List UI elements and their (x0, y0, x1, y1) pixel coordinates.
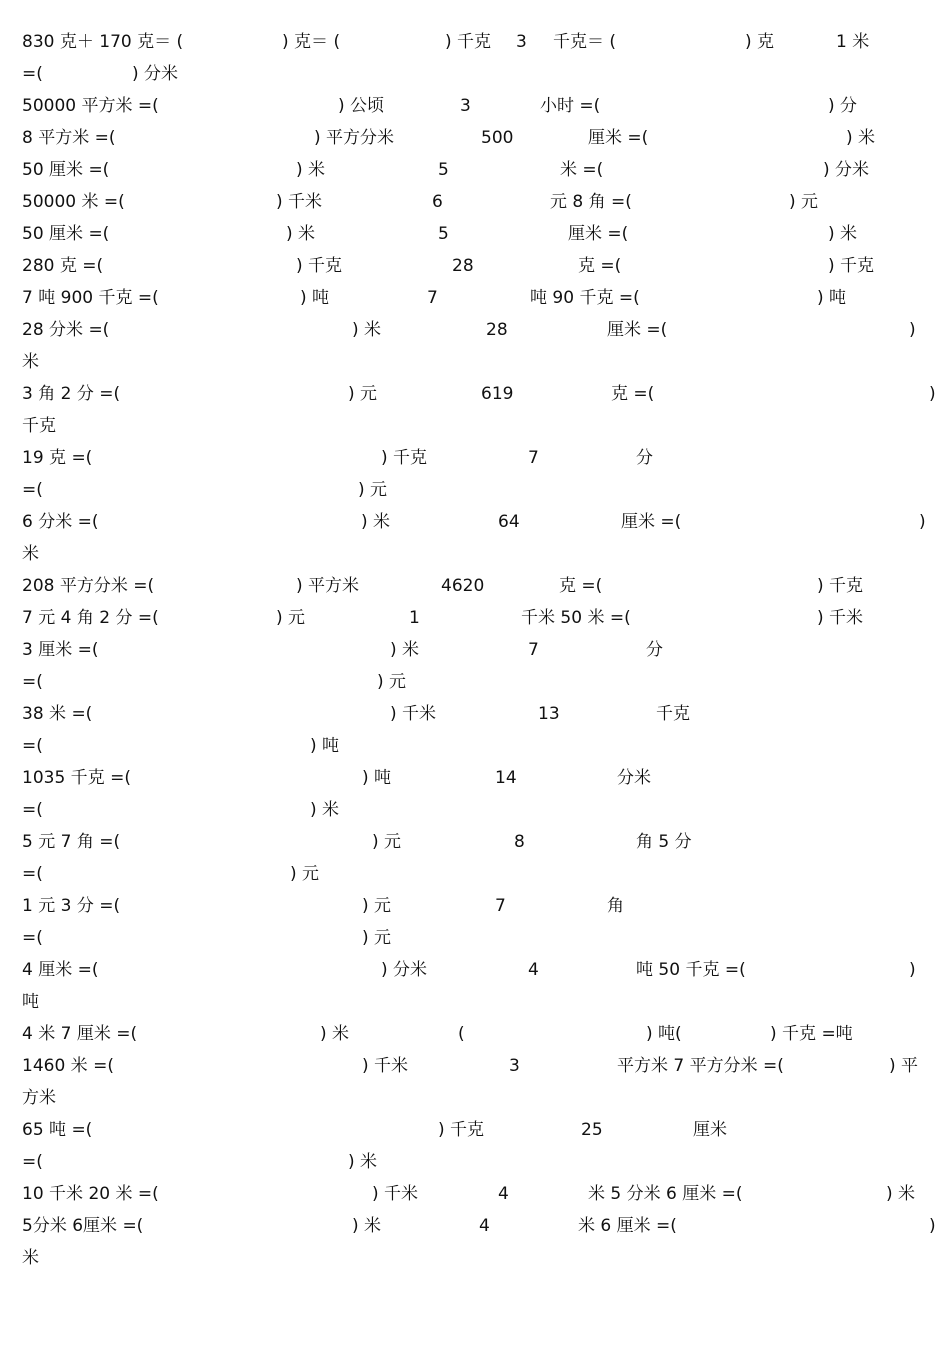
worksheet-text-segment: ) (929, 384, 936, 404)
worksheet-text-segment: ) 吨 (362, 768, 392, 788)
worksheet-text-segment: 米 6 厘米 =( (578, 1216, 677, 1236)
worksheet-text-segment: =( (22, 928, 43, 948)
worksheet-text-segment: 吨 (22, 992, 39, 1012)
worksheet-text-segment: 米 (22, 544, 39, 564)
worksheet-text-segment: =( (22, 800, 43, 820)
worksheet-text-segment: ) 元 (372, 832, 402, 852)
worksheet-text-segment: 5 (438, 160, 449, 180)
worksheet-text-segment: 千克＝ ( (553, 32, 617, 52)
worksheet-text-segment: ) 米 (296, 160, 326, 180)
worksheet-text-segment: 3 角 2 分 =( (22, 384, 121, 404)
worksheet-text-segment: ) 米 (310, 800, 340, 820)
worksheet-text-segment: ) 元 (377, 672, 407, 692)
worksheet-text-segment: ) 元 (358, 480, 388, 500)
worksheet-text-segment: 1460 米 =( (22, 1056, 114, 1076)
worksheet-text-segment: 14 (495, 768, 517, 788)
worksheet-text-segment: 8 平方米 =( (22, 128, 116, 148)
worksheet-text-segment: 千米 50 米 =( (521, 608, 631, 628)
worksheet-text-segment: ) 克＝ ( (282, 32, 341, 52)
worksheet-text-segment: 厘米 =( (621, 512, 682, 532)
worksheet-text-segment: ) 千米 (390, 704, 437, 724)
worksheet-text-segment: 4620 (441, 576, 485, 596)
worksheet-text-segment: ) 元 (789, 192, 819, 212)
worksheet-text-segment: 角 5 分 (636, 832, 692, 852)
worksheet-text-segment: 4 (479, 1216, 490, 1236)
worksheet-text-segment: 1 元 3 分 =( (22, 896, 121, 916)
worksheet-text-segment: 500 (481, 128, 514, 148)
worksheet-text-segment: 4 (528, 960, 539, 980)
worksheet-text-segment: 50000 平方米 =( (22, 96, 159, 116)
worksheet-text-segment: 3 厘米 =( (22, 640, 99, 660)
worksheet-text-segment: 28 分米 =( (22, 320, 110, 340)
worksheet-text-segment: ) 米 (390, 640, 420, 660)
worksheet-text-segment: 元 8 角 =( (550, 192, 632, 212)
worksheet-text-segment: ) 克 (745, 32, 775, 52)
worksheet-text-segment: ) 平 (889, 1056, 919, 1076)
worksheet-text-segment: ) 分米 (823, 160, 870, 180)
worksheet-text-segment: ) 千克 (817, 576, 864, 596)
worksheet-text-segment: 1035 千克 =( (22, 768, 131, 788)
worksheet-text-segment: 7 (495, 896, 506, 916)
worksheet-text-segment: ) 平方分米 (314, 128, 395, 148)
worksheet-text-segment: 3 (509, 1056, 520, 1076)
worksheet-text-segment: 28 (486, 320, 508, 340)
worksheet-text-segment: 619 (481, 384, 514, 404)
worksheet-text-segment: ) 分米 (381, 960, 428, 980)
worksheet-text-segment: 米 5 分米 6 厘米 =( (588, 1184, 743, 1204)
worksheet-text-segment: 6 (432, 192, 443, 212)
worksheet-text-segment: ) 千克 =吨 (770, 1024, 853, 1044)
worksheet-text-segment: ) (929, 1216, 936, 1236)
worksheet-text-segment: ) 米 (352, 1216, 382, 1236)
worksheet-text-segment: 米 (22, 352, 39, 372)
worksheet-text-segment: ) 平方米 (296, 576, 360, 596)
worksheet-text-segment: 3 (516, 32, 527, 52)
worksheet-text-segment: 米 (22, 1248, 39, 1268)
worksheet-text-segment: 7 吨 900 千克 =( (22, 288, 159, 308)
worksheet-text-segment: 280 克 =( (22, 256, 104, 276)
worksheet-text-segment: ) 吨 (300, 288, 330, 308)
worksheet-text-segment: ) 米 (352, 320, 382, 340)
worksheet-text-segment: ) 元 (362, 928, 392, 948)
worksheet-text-segment: =( (22, 864, 43, 884)
worksheet-text-segment: =( (22, 736, 43, 756)
worksheet-text-segment: 厘米 =( (607, 320, 668, 340)
worksheet-text-segment: ) 千米 (276, 192, 323, 212)
worksheet-text-segment: 25 (581, 1120, 603, 1140)
worksheet-text-segment: 10 千米 20 米 =( (22, 1184, 159, 1204)
worksheet-text-segment: 克 =( (559, 576, 603, 596)
worksheet-text-segment: ) 米 (846, 128, 876, 148)
worksheet-text-segment: ) 千米 (817, 608, 864, 628)
worksheet-text-segment: 千克 (22, 416, 56, 436)
worksheet-text-segment: 7 元 4 角 2 分 =( (22, 608, 159, 628)
worksheet-text-segment: ) 米 (828, 224, 858, 244)
worksheet-text-segment: 平方米 7 平方分米 =( (617, 1056, 784, 1076)
worksheet-text-segment: 6 分米 =( (22, 512, 99, 532)
worksheet-text-segment: ) 米 (361, 512, 391, 532)
worksheet-text-segment: 7 (528, 640, 539, 660)
worksheet-text-segment: ) 米 (348, 1152, 378, 1172)
worksheet-text-segment: 4 米 7 厘米 =( (22, 1024, 138, 1044)
worksheet-text-segment: ) (919, 512, 926, 532)
worksheet-text-segment: 3 (460, 96, 471, 116)
worksheet-text-segment: ) 千米 (372, 1184, 419, 1204)
worksheet-text-segment: ) 公顷 (338, 96, 385, 116)
worksheet-text-segment: ) (909, 960, 916, 980)
worksheet-text-segment: 19 克 =( (22, 448, 93, 468)
worksheet-text-segment: 50 厘米 =( (22, 160, 110, 180)
worksheet-text-segment: 4 厘米 =( (22, 960, 99, 980)
worksheet-text-segment: 分 (636, 448, 653, 468)
worksheet-text-segment: ) 米 (286, 224, 316, 244)
worksheet-text-segment: =( (22, 64, 43, 84)
worksheet-text-segment: 吨 90 千克 =( (530, 288, 640, 308)
worksheet-text-segment: 克 =( (611, 384, 655, 404)
worksheet-text-segment: 830 克＋ 170 克＝ ( (22, 32, 184, 52)
worksheet-text-segment: 千克 (656, 704, 690, 724)
worksheet-text-segment: ) 千克 (828, 256, 875, 276)
worksheet-text-segment: 7 (427, 288, 438, 308)
worksheet-text-segment: 65 吨 =( (22, 1120, 93, 1140)
worksheet-text-segment: 分米 (617, 768, 651, 788)
worksheet-text-segment: ) 米 (320, 1024, 350, 1044)
worksheet-text-segment: ) 米 (886, 1184, 916, 1204)
worksheet-text-segment: 5 (438, 224, 449, 244)
worksheet-text-segment: ) 千克 (438, 1120, 485, 1140)
worksheet-text-segment: ) 千克 (381, 448, 428, 468)
worksheet-text-segment: ) 千克 (296, 256, 343, 276)
worksheet-text-segment: ) 元 (362, 896, 392, 916)
worksheet-text-segment: 米 =( (560, 160, 604, 180)
worksheet-text-segment: 5 元 7 角 =( (22, 832, 121, 852)
worksheet-text-segment: 4 (498, 1184, 509, 1204)
worksheet-text-segment: ) 吨( (646, 1024, 682, 1044)
worksheet-text-segment: ( (458, 1024, 465, 1044)
worksheet-text-segment: 厘米 (693, 1120, 727, 1140)
worksheet-text-segment: ) 元 (290, 864, 320, 884)
worksheet-text-segment: ) 千米 (362, 1056, 409, 1076)
worksheet-text-segment: 5分米 6厘米 =( (22, 1216, 144, 1236)
worksheet-text-segment: 1 米 (836, 32, 870, 52)
worksheet-text-segment: ) 分 (828, 96, 858, 116)
worksheet-text-segment: ) 吨 (310, 736, 340, 756)
worksheet-text-segment: 1 (409, 608, 420, 628)
worksheet-text-segment: ) 元 (348, 384, 378, 404)
worksheet-text-segment: ) 千克 (445, 32, 492, 52)
worksheet-text-segment: 厘米 =( (588, 128, 649, 148)
worksheet-text-segment: 角 (607, 896, 624, 916)
worksheet-text-segment: 7 (528, 448, 539, 468)
worksheet-text-segment: 分 (646, 640, 663, 660)
worksheet-text-segment: 64 (498, 512, 520, 532)
worksheet-text-segment: 方米 (22, 1088, 56, 1108)
worksheet-text-segment: 208 平方分米 =( (22, 576, 155, 596)
worksheet-text-segment: 50000 米 =( (22, 192, 125, 212)
worksheet-text-segment: ) (909, 320, 916, 340)
worksheet-text-segment: 13 (538, 704, 560, 724)
worksheet-text-segment: 克 =( (578, 256, 622, 276)
worksheet-text-segment: 吨 50 千克 =( (636, 960, 746, 980)
worksheet-text-segment: =( (22, 672, 43, 692)
worksheet-text-segment: =( (22, 1152, 43, 1172)
worksheet-text-segment: =( (22, 480, 43, 500)
worksheet-text-segment: 小时 =( (540, 96, 601, 116)
worksheet-text-segment: 50 厘米 =( (22, 224, 110, 244)
worksheet-text-segment: ) 分米 (132, 64, 179, 84)
worksheet-text-segment: 38 米 =( (22, 704, 93, 724)
worksheet-text-segment: ) 元 (276, 608, 306, 628)
worksheet-text-segment: ) 吨 (817, 288, 847, 308)
worksheet-text-segment: 8 (514, 832, 525, 852)
worksheet-text-segment: 厘米 =( (568, 224, 629, 244)
worksheet-text-segment: 28 (452, 256, 474, 276)
